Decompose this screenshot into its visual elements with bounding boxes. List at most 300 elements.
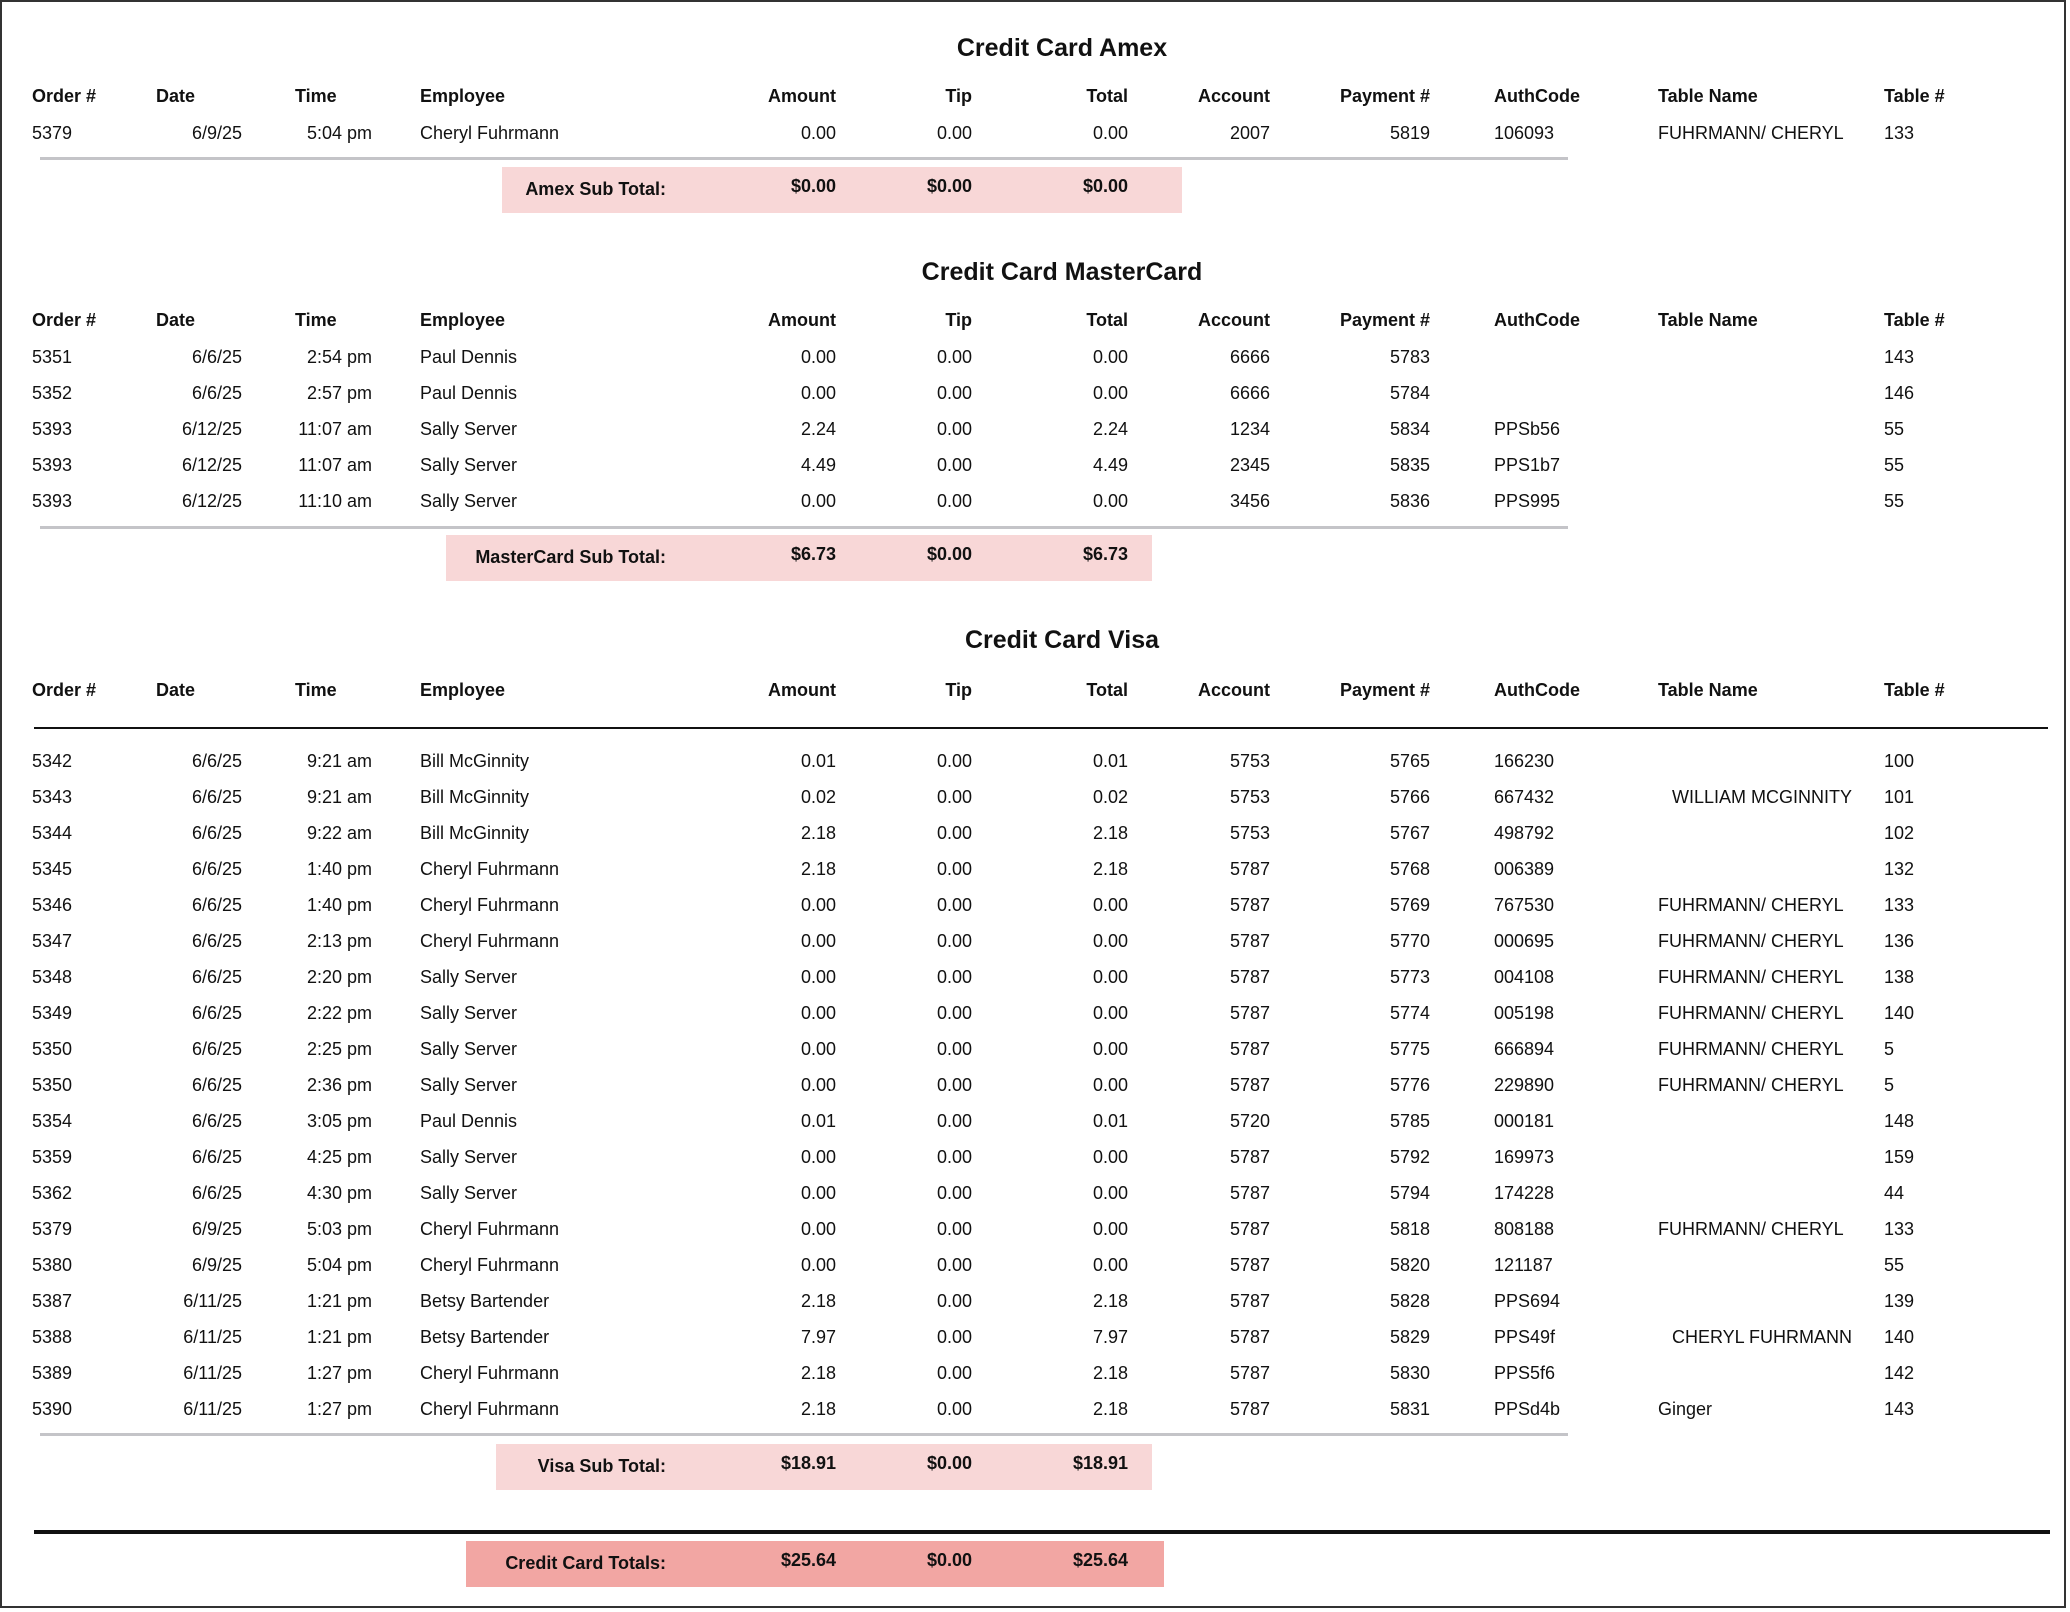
table-cell-amount: 0.02 [800,787,836,807]
table-cell-payment: 5784 [1389,383,1430,403]
table-cell-account: 5787 [1229,1363,1270,1383]
subtotal-tip: $0.00 [926,544,972,564]
table-cell-employee: Sally Server [420,1075,518,1095]
table-cell-authcode: 004108 [1494,967,1555,987]
table-cell-authcode: PPSb56 [1494,419,1561,439]
table-cell-total: 0.00 [1092,123,1128,143]
table-cell-payment: 5770 [1389,931,1430,951]
table-cell-table-no: 143 [1884,347,1915,367]
table-cell-order: 5359 [32,1147,73,1167]
table-cell-payment: 5768 [1389,859,1430,879]
table-cell-date: 6/6/25 [191,967,242,987]
table-cell-employee: Cheryl Fuhrmann [420,123,560,143]
table-cell-amount: 0.00 [800,931,836,951]
table-cell-date: 6/6/25 [191,859,242,879]
table-cell-total: 2.18 [1092,823,1128,843]
table-cell-order: 5350 [32,1075,73,1095]
table-cell-authcode: 808188 [1494,1219,1555,1239]
column-header-order: Order # [32,86,97,106]
table-cell-date: 6/12/25 [181,455,242,475]
table-cell-payment: 5831 [1389,1399,1430,1419]
table-cell-account: 3456 [1229,491,1270,511]
table-cell-account: 1234 [1229,419,1270,439]
subtotal-label: MasterCard Sub Total: [475,547,666,567]
table-cell-employee: Sally Server [420,455,518,475]
table-cell-table-no: 140 [1884,1327,1915,1347]
column-header-payment: Payment # [1339,86,1430,106]
table-cell-time: 2:57 pm [306,383,372,403]
table-cell-payment: 5794 [1389,1183,1430,1203]
table-cell-tip: 0.00 [936,1255,972,1275]
table-cell-account: 5787 [1229,895,1270,915]
table-cell-order: 5390 [32,1399,73,1419]
table-cell-tip: 0.00 [936,123,972,143]
table-cell-time: 4:30 pm [306,1183,372,1203]
table-cell-time: 9:21 am [306,787,372,807]
table-cell-employee: Betsy Bartender [420,1291,550,1311]
subtotal-amount: $25.64 [780,1550,836,1570]
table-cell-payment: 5834 [1389,419,1430,439]
table-cell-amount: 0.00 [800,1075,836,1095]
table-cell-payment: 5769 [1389,895,1430,915]
column-header-employee: Employee [420,310,506,330]
subtotal-total: $0.00 [1082,176,1128,196]
table-cell-account: 5787 [1229,1039,1270,1059]
table-cell-time: 2:13 pm [306,931,372,951]
table-cell-time: 2:36 pm [306,1075,372,1095]
table-cell-payment: 5818 [1389,1219,1430,1239]
table-cell-table-name: FUHRMANN/ CHERYL [1658,931,1844,951]
table-cell-date: 6/9/25 [191,1219,242,1239]
table-cell-table-name: Ginger [1658,1399,1713,1419]
table-cell-authcode: PPSd4b [1494,1399,1561,1419]
section-title-mastercard: Credit Card MasterCard [921,258,1203,286]
column-header-tip: Tip [945,680,972,700]
table-cell-amount: 2.18 [800,859,836,879]
table-cell-order: 5344 [32,823,73,843]
table-cell-account: 5787 [1229,1075,1270,1095]
table-cell-order: 5393 [32,491,73,511]
table-cell-table-no: 55 [1884,455,1905,475]
subtotal-label: Visa Sub Total: [537,1456,666,1476]
table-cell-tip: 0.00 [936,967,972,987]
table-cell-employee: Bill McGinnity [420,823,530,843]
table-cell-table-name: FUHRMANN/ CHERYL [1658,1039,1844,1059]
table-cell-amount: 2.18 [800,1363,836,1383]
table-cell-authcode: 498792 [1494,823,1555,843]
subtotal-tip: $0.00 [926,1453,972,1473]
table-cell-table-no: 5 [1884,1075,1895,1095]
subtotal-total: $18.91 [1072,1453,1128,1473]
table-cell-order: 5345 [32,859,73,879]
table-cell-time: 5:04 pm [306,123,372,143]
table-cell-table-no: 148 [1884,1111,1915,1131]
table-cell-table-name: FUHRMANN/ CHERYL [1658,895,1844,915]
table-cell-date: 6/6/25 [191,895,242,915]
table-cell-date: 6/6/25 [191,1147,242,1167]
table-cell-account: 5753 [1229,751,1270,771]
table-cell-payment: 5830 [1389,1363,1430,1383]
table-cell-authcode: 006389 [1494,859,1555,879]
subtotal-label: Amex Sub Total: [525,179,666,199]
table-cell-date: 6/9/25 [191,1255,242,1275]
table-cell-authcode: PPS49f [1494,1327,1556,1347]
table-cell-date: 6/6/25 [191,751,242,771]
row-separator [40,157,1568,160]
table-cell-table-no: 133 [1884,895,1915,915]
table-cell-time: 11:07 am [298,455,372,475]
column-header-total: Total [1086,86,1128,106]
column-header-amount: Amount [768,86,836,106]
table-cell-time: 1:27 pm [306,1363,372,1383]
table-cell-account: 5787 [1229,859,1270,879]
table-cell-tip: 0.00 [936,787,972,807]
subtotal-amount: $18.91 [780,1453,836,1473]
table-cell-total: 0.02 [1092,787,1128,807]
table-cell-amount: 2.18 [800,1399,836,1419]
table-cell-employee: Cheryl Fuhrmann [420,1363,560,1383]
table-cell-total: 2.18 [1092,1291,1128,1311]
table-cell-account: 6666 [1229,347,1270,367]
column-header-amount: Amount [768,680,836,700]
column-header-table-no: Table # [1884,310,1945,330]
table-cell-order: 5347 [32,931,73,951]
table-cell-account: 5787 [1229,1219,1270,1239]
table-cell-employee: Sally Server [420,1147,518,1167]
table-cell-authcode: 121187 [1494,1255,1553,1275]
table-cell-employee: Bill McGinnity [420,787,530,807]
table-cell-order: 5350 [32,1039,73,1059]
table-cell-date: 6/11/25 [183,1291,242,1311]
table-cell-order: 5352 [32,383,73,403]
column-header-employee: Employee [420,86,506,106]
table-cell-amount: 0.00 [800,123,836,143]
table-cell-order: 5393 [32,455,73,475]
table-cell-table-no: 132 [1884,859,1915,879]
table-cell-tip: 0.00 [936,1327,972,1347]
column-header-account: Account [1198,86,1270,106]
table-cell-total: 2.18 [1092,1363,1128,1383]
table-cell-amount: 0.00 [800,347,836,367]
subtotal-tip: $0.00 [926,176,972,196]
column-header-order: Order # [32,310,97,330]
row-separator [40,1433,1568,1436]
table-cell-date: 6/6/25 [191,347,242,367]
table-cell-date: 6/6/25 [191,1111,242,1131]
table-cell-tip: 0.00 [936,347,972,367]
table-cell-employee: Sally Server [420,419,518,439]
table-cell-table-no: 142 [1884,1363,1915,1383]
column-header-table-name: Table Name [1658,310,1758,330]
table-cell-table-no: 139 [1884,1291,1915,1311]
table-cell-account: 5787 [1229,1147,1270,1167]
table-cell-date: 6/6/25 [191,787,242,807]
column-header-account: Account [1198,310,1270,330]
table-cell-table-no: 133 [1884,123,1915,143]
table-cell-payment: 5836 [1389,491,1430,511]
table-cell-amount: 0.00 [800,1183,836,1203]
column-header-employee: Employee [420,680,506,700]
table-cell-table-no: 55 [1884,491,1905,511]
table-cell-order: 5389 [32,1363,73,1383]
table-cell-employee: Betsy Bartender [420,1327,550,1347]
table-cell-tip: 0.00 [936,419,972,439]
table-cell-total: 2.24 [1092,419,1128,439]
table-cell-date: 6/6/25 [191,823,242,843]
table-cell-account: 5787 [1229,1003,1270,1023]
table-cell-authcode: 767530 [1494,895,1555,915]
table-cell-employee: Sally Server [420,491,518,511]
table-cell-employee: Paul Dennis [420,347,518,367]
table-cell-date: 6/6/25 [191,1183,242,1203]
table-cell-employee: Bill McGinnity [420,751,530,771]
table-cell-order: 5379 [32,123,73,143]
table-cell-table-name: CHERYL FUHRMANN [1671,1327,1853,1347]
table-cell-total: 0.01 [1092,751,1128,771]
table-cell-total: 0.00 [1092,491,1128,511]
table-cell-time: 2:54 pm [306,347,372,367]
table-cell-total: 0.00 [1092,931,1128,951]
table-cell-payment: 5765 [1389,751,1430,771]
table-cell-amount: 7.97 [800,1327,836,1347]
table-cell-payment: 5774 [1389,1003,1430,1023]
table-cell-amount: 0.00 [800,383,836,403]
section-title-amex: Credit Card Amex [956,34,1168,62]
table-cell-date: 6/6/25 [191,1003,242,1023]
table-cell-total: 0.00 [1092,1147,1128,1167]
table-cell-employee: Sally Server [420,1039,518,1059]
table-cell-authcode: PPS1b7 [1494,455,1561,475]
table-cell-table-no: 146 [1884,383,1915,403]
row-separator [40,526,1568,529]
table-cell-time: 3:05 pm [306,1111,372,1131]
table-cell-date: 6/6/25 [191,383,242,403]
column-header-tip: Tip [945,86,972,106]
column-header-table-name: Table Name [1658,680,1758,700]
table-cell-time: 9:22 am [306,823,372,843]
table-cell-tip: 0.00 [936,491,972,511]
table-cell-authcode: PPS5f6 [1494,1363,1556,1383]
table-cell-order: 5380 [32,1255,73,1275]
table-cell-payment: 5820 [1389,1255,1430,1275]
subtotal-amount: $0.00 [790,176,836,196]
table-cell-authcode: 000181 [1494,1111,1555,1131]
table-cell-order: 5354 [32,1111,73,1131]
table-cell-authcode: PPS995 [1494,491,1561,511]
table-cell-authcode: 106093 [1494,123,1555,143]
table-cell-table-no: 102 [1884,823,1915,843]
table-cell-time: 11:07 am [298,419,372,439]
table-cell-tip: 0.00 [936,1291,972,1311]
table-cell-order: 5342 [32,751,73,771]
table-cell-order: 5379 [32,1219,73,1239]
table-cell-authcode: 667432 [1494,787,1555,807]
subtotal-tip: $0.00 [926,1550,972,1570]
table-cell-time: 5:04 pm [306,1255,372,1275]
table-cell-amount: 0.00 [800,967,836,987]
table-cell-total: 0.00 [1092,1255,1128,1275]
column-header-date: Date [156,86,196,106]
table-cell-time: 2:25 pm [306,1039,372,1059]
table-cell-account: 5787 [1229,1399,1270,1419]
table-cell-employee: Paul Dennis [420,1111,518,1131]
table-cell-total: 0.00 [1092,347,1128,367]
table-cell-payment: 5776 [1389,1075,1430,1095]
table-cell-amount: 0.00 [800,1255,836,1275]
table-cell-time: 2:20 pm [306,967,372,987]
table-cell-table-name: WILLIAM MCGINNITY [1671,787,1852,807]
subtotal-total: $25.64 [1072,1550,1128,1570]
table-cell-date: 6/11/25 [183,1363,242,1383]
table-cell-time: 1:27 pm [306,1399,372,1419]
table-cell-total: 0.01 [1092,1111,1128,1131]
table-cell-account: 2007 [1229,123,1270,143]
table-cell-account: 5787 [1229,1291,1270,1311]
table-cell-table-no: 140 [1884,1003,1915,1023]
table-cell-account: 5753 [1229,823,1270,843]
table-cell-date: 6/6/25 [191,931,242,951]
table-cell-amount: 0.00 [800,1219,836,1239]
column-header-time: Time [295,680,337,700]
column-header-table-no: Table # [1884,680,1945,700]
table-cell-employee: Sally Server [420,1003,518,1023]
table-cell-employee: Cheryl Fuhrmann [420,1219,560,1239]
table-cell-total: 2.18 [1092,859,1128,879]
table-cell-employee: Paul Dennis [420,383,518,403]
table-cell-time: 11:10 am [298,491,372,511]
table-cell-total: 4.49 [1092,455,1128,475]
table-cell-table-no: 143 [1884,1399,1915,1419]
table-cell-table-no: 44 [1884,1183,1905,1203]
table-cell-employee: Sally Server [420,1183,518,1203]
table-cell-account: 5787 [1229,1255,1270,1275]
table-cell-table-no: 138 [1884,967,1915,987]
table-cell-amount: 0.01 [800,751,836,771]
table-cell-tip: 0.00 [936,1183,972,1203]
table-cell-date: 6/6/25 [191,1075,242,1095]
column-header-authcode: AuthCode [1494,310,1580,330]
table-cell-time: 5:03 pm [306,1219,372,1239]
table-cell-authcode: PPS694 [1494,1291,1561,1311]
table-cell-table-no: 136 [1884,931,1915,951]
table-cell-table-no: 55 [1884,1255,1905,1275]
column-header-authcode: AuthCode [1494,680,1580,700]
table-cell-date: 6/11/25 [183,1327,242,1347]
table-cell-employee: Cheryl Fuhrmann [420,859,560,879]
table-cell-table-no: 159 [1884,1147,1915,1167]
table-cell-time: 1:21 pm [306,1291,372,1311]
column-header-payment: Payment # [1339,310,1430,330]
table-cell-tip: 0.00 [936,1111,972,1131]
table-cell-order: 5393 [32,419,73,439]
table-cell-account: 5787 [1229,967,1270,987]
table-cell-table-no: 100 [1884,751,1915,771]
table-cell-employee: Cheryl Fuhrmann [420,1255,560,1275]
table-cell-date: 6/11/25 [183,1399,242,1419]
table-cell-amount: 4.49 [800,455,836,475]
table-cell-authcode: 174228 [1494,1183,1555,1203]
column-header-authcode: AuthCode [1494,86,1580,106]
table-cell-amount: 0.01 [800,1111,836,1131]
table-cell-tip: 0.00 [936,1399,972,1419]
table-cell-payment: 5819 [1389,123,1430,143]
column-header-date: Date [156,310,196,330]
table-cell-total: 0.00 [1092,1039,1128,1059]
column-header-payment: Payment # [1339,680,1430,700]
table-cell-tip: 0.00 [936,1147,972,1167]
table-cell-authcode: 166230 [1494,751,1555,771]
table-cell-time: 1:21 pm [306,1327,372,1347]
header-rule [34,727,2048,729]
table-cell-authcode: 169973 [1494,1147,1555,1167]
table-cell-authcode: 000695 [1494,931,1555,951]
table-cell-total: 0.00 [1092,1219,1128,1239]
table-cell-authcode: 005198 [1494,1003,1555,1023]
table-cell-date: 6/12/25 [181,491,242,511]
table-cell-payment: 5767 [1389,823,1430,843]
table-cell-payment: 5828 [1389,1291,1430,1311]
table-cell-amount: 2.18 [800,1291,836,1311]
table-cell-account: 5753 [1229,787,1270,807]
table-cell-order: 5388 [32,1327,73,1347]
table-cell-authcode: 229890 [1494,1075,1555,1095]
table-cell-tip: 0.00 [936,751,972,771]
table-cell-payment: 5766 [1389,787,1430,807]
table-cell-total: 0.00 [1092,1003,1128,1023]
table-cell-total: 0.00 [1092,1183,1128,1203]
table-cell-order: 5351 [32,347,73,367]
subtotal-amount: $6.73 [790,544,836,564]
table-cell-amount: 2.18 [800,823,836,843]
table-cell-tip: 0.00 [936,1003,972,1023]
table-cell-tip: 0.00 [936,455,972,475]
grand-total-label: Credit Card Totals: [505,1553,666,1573]
table-cell-account: 5787 [1229,931,1270,951]
table-cell-table-no: 101 [1884,787,1915,807]
table-cell-date: 6/9/25 [191,123,242,143]
table-cell-payment: 5775 [1389,1039,1430,1059]
column-header-date: Date [156,680,196,700]
table-cell-total: 0.00 [1092,895,1128,915]
column-header-total: Total [1086,680,1128,700]
table-cell-tip: 0.00 [936,1075,972,1095]
table-cell-tip: 0.00 [936,931,972,951]
table-cell-payment: 5792 [1389,1147,1430,1167]
table-cell-tip: 0.00 [936,895,972,915]
table-cell-total: 0.00 [1092,1075,1128,1095]
subtotal-total: $6.73 [1082,544,1128,564]
table-cell-table-no: 133 [1884,1219,1915,1239]
table-cell-amount: 0.00 [800,1039,836,1059]
column-header-tip: Tip [945,310,972,330]
table-cell-payment: 5783 [1389,347,1430,367]
column-header-account: Account [1198,680,1270,700]
table-cell-total: 0.00 [1092,967,1128,987]
table-cell-table-name: FUHRMANN/ CHERYL [1658,1003,1844,1023]
table-cell-amount: 0.00 [800,491,836,511]
column-header-time: Time [295,310,337,330]
table-cell-table-name: FUHRMANN/ CHERYL [1658,1219,1844,1239]
column-header-table-name: Table Name [1658,86,1758,106]
table-cell-total: 2.18 [1092,1399,1128,1419]
table-cell-tip: 0.00 [936,823,972,843]
column-header-amount: Amount [768,310,836,330]
table-cell-tip: 0.00 [936,859,972,879]
column-header-order: Order # [32,680,97,700]
section-title-visa: Credit Card Visa [964,626,1160,654]
table-cell-order: 5362 [32,1183,73,1203]
table-cell-table-no: 5 [1884,1039,1895,1059]
